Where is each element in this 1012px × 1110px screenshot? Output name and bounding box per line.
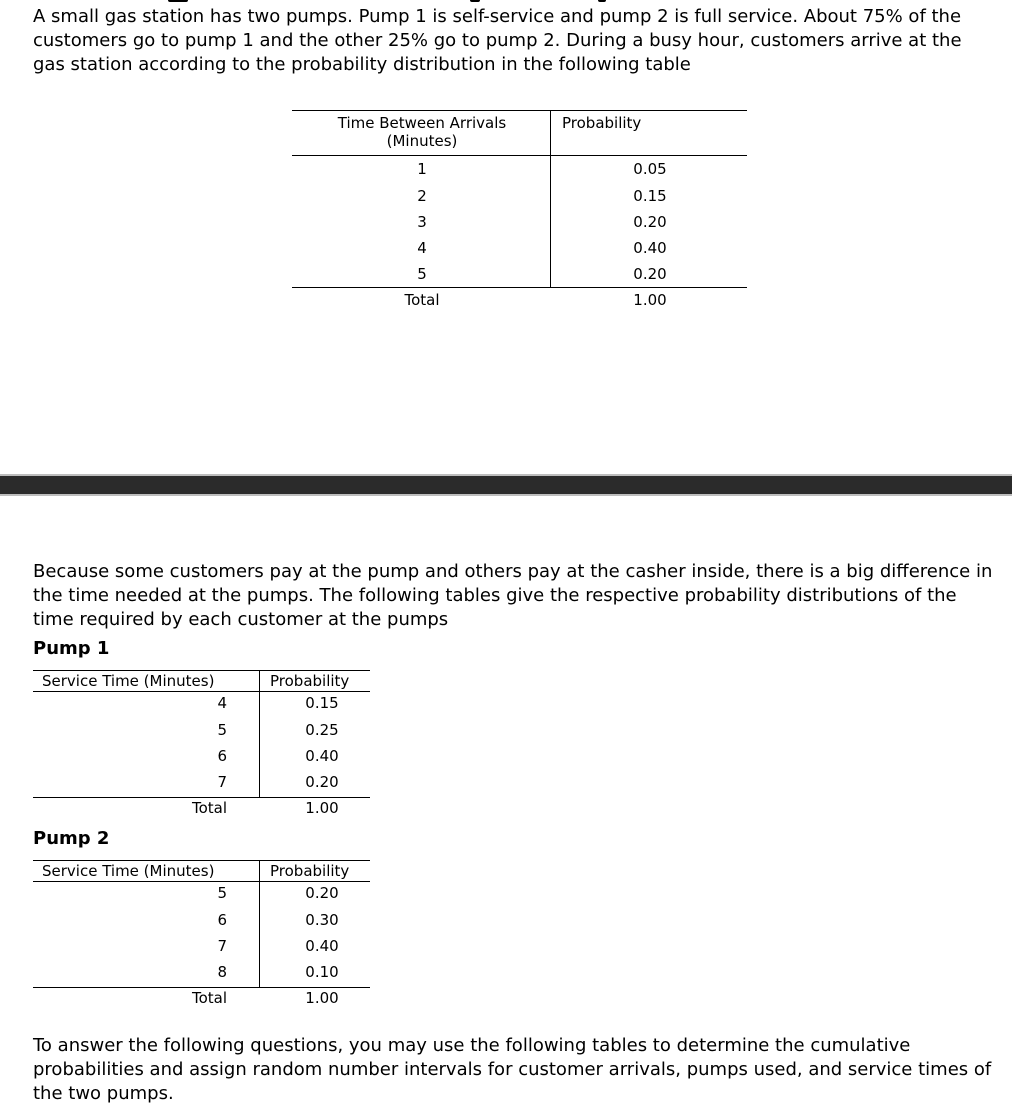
pump1-total-label: Total bbox=[191, 799, 227, 817]
arrival-time-cell: 2 bbox=[417, 187, 427, 205]
arrival-prob-cell: 0.20 bbox=[633, 213, 667, 231]
arrival-prob-cell: 0.40 bbox=[633, 239, 667, 257]
arrival-time-cell: 4 bbox=[417, 239, 427, 257]
outro-paragraph: To answer the following questions, you may use the following tables to determine the cumulative probabilities and assign random number intervals for customer arrivals, pumps used, and service times of the two pumps. bbox=[33, 1035, 992, 1104]
arrival-prob-cell: 0.20 bbox=[633, 265, 667, 283]
arrival-header-probability: Probability bbox=[562, 114, 642, 132]
pump2-header-time: Service Time (Minutes) bbox=[42, 862, 215, 880]
arrival-total-value: 1.00 bbox=[633, 291, 667, 309]
arrival-time-cell: 3 bbox=[417, 213, 427, 231]
pump2-prob-cell: 0.20 bbox=[305, 884, 339, 902]
arrival-time-cell: 5 bbox=[417, 265, 427, 283]
pump2-time-cell: 5 bbox=[217, 884, 227, 902]
pump2-total-value: 1.00 bbox=[305, 989, 339, 1007]
pump1-total-value: 1.00 bbox=[305, 799, 339, 817]
pump2-total-label: Total bbox=[191, 989, 227, 1007]
pump1-time-cell: 4 bbox=[217, 694, 227, 712]
pump1-time-cell: 7 bbox=[217, 773, 227, 791]
pump2-prob-cell: 0.30 bbox=[305, 911, 339, 929]
arrival-prob-cell: 0.15 bbox=[633, 187, 667, 205]
pump2-prob-cell: 0.10 bbox=[305, 963, 339, 981]
arrival-prob-cell: 0.05 bbox=[633, 160, 667, 178]
pump1-prob-cell: 0.40 bbox=[305, 747, 339, 765]
page-divider bbox=[0, 474, 1012, 496]
pump2-time-cell: 8 bbox=[217, 963, 227, 981]
intro-paragraph: A small gas station has two pumps. Pump 1 is self-service and pump 2 is full service. About 75% of the customers go to pump 1 and the other 25% go to pump 2. During a busy hour, customers arrive at the gas station according to the probability distribution in the following table bbox=[33, 6, 962, 75]
pump1-prob-cell: 0.15 bbox=[305, 694, 339, 712]
arrival-header-time: Time Between Arrivals (Minutes) bbox=[337, 114, 507, 150]
pump2-header-probability: Probability bbox=[270, 862, 350, 880]
pump1-prob-cell: 0.25 bbox=[305, 721, 339, 739]
pump1-prob-cell: 0.20 bbox=[305, 773, 339, 791]
pump1-heading: Pump 1 bbox=[33, 638, 110, 659]
clipped-previous-line bbox=[0, 0, 1012, 3]
middle-paragraph: Because some customers pay at the pump and others pay at the casher inside, there is a big difference in the time needed at the pumps. The following tables give the respective probability distributions of the time required by each customer at the pumps bbox=[33, 561, 993, 630]
pump2-heading: Pump 2 bbox=[33, 828, 110, 849]
arrival-total-label: Total bbox=[404, 291, 440, 309]
pump1-time-cell: 5 bbox=[217, 721, 227, 739]
pump1-time-cell: 6 bbox=[217, 747, 227, 765]
pump2-prob-cell: 0.40 bbox=[305, 937, 339, 955]
pump2-time-cell: 7 bbox=[217, 937, 227, 955]
pump2-time-cell: 6 bbox=[217, 911, 227, 929]
pump1-header-time: Service Time (Minutes) bbox=[42, 672, 215, 690]
pump1-header-probability: Probability bbox=[270, 672, 350, 690]
arrival-time-cell: 1 bbox=[417, 160, 427, 178]
